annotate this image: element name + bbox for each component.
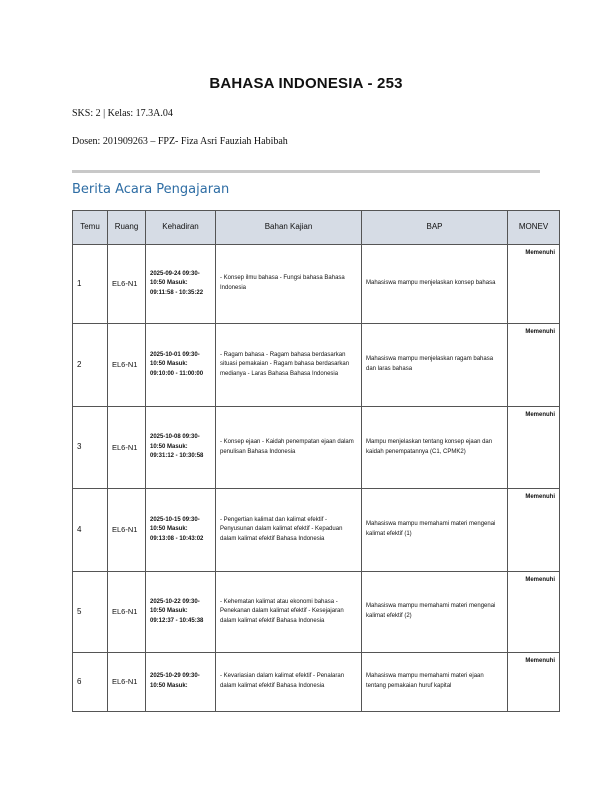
cell-kehadiran: 2025-10-01 09:30-10:50 Masuk: 09:10:00 - 11:00:00 [146,324,216,407]
table-row [73,572,560,653]
cell-ruang: EL6-N1 [108,572,146,653]
cell-bahan-kajian: - Kevariasian dalam kalimat efektif - Penalaran dalam kalimat efektif Bahasa Indonesia [216,653,362,712]
cell-bahan-kajian: - Konsep ejaan - Kaidah penempatan ejaan dalam penulisan Bahasa Indonesia [216,407,362,489]
cell-temu: 6 [73,653,108,712]
cell-ruang: EL6-N1 [108,245,146,324]
table-header-row [73,211,560,245]
cell-bahan-kajian: - Konsep ilmu bahasa - Fungsi bahasa Bahasa Indonesia [216,245,362,324]
cell-monev: Memenuhi [508,324,560,407]
header-temu: Temu [73,211,108,245]
cell-bap: Mahasiswa mampu menjelaskan konsep bahasa [362,245,508,324]
table-row [73,407,560,489]
cell-temu: 3 [73,407,108,489]
cell-bap: Mahasiswa mampu memahami materi mengenai kalimat efektif (1) [362,489,508,572]
cell-bahan-kajian: - Pengertian kalimat dan kalimat efektif - Penyusunan dalam kalimat efektif - Kepaduan dalam kalimat efektif Bahasa Indonesia [216,489,362,572]
table-row [73,653,560,712]
cell-temu: 4 [73,489,108,572]
sks-kelas-line: SKS: 2 | Kelas: 17.3A.04 [72,108,173,119]
cell-monev: Memenuhi [508,407,560,489]
cell-bap: Mampu menjelaskan tentang konsep ejaan dan kaidah penempatannya (C1, CPMK2) [362,407,508,489]
cell-ruang: EL6-N1 [108,489,146,572]
header-bap: BAP [362,211,508,245]
cell-ruang: EL6-N1 [108,407,146,489]
cell-bap: Mahasiswa mampu memahami materi ejaan tentang pemakaian huruf kapital [362,653,508,712]
cell-bahan-kajian: - Ragam bahasa - Ragam bahasa berdasarkan situasi pemakaian - Ragam bahasa berdasarkan medianya - Laras Bahasa Bahasa Indonesia [216,324,362,407]
cell-bahan-kajian: - Kehematan kalimat atau ekonomi bahasa - Penekanan dalam kalimat efektif - Kesejajaran dalam kalimat efektif Bahasa Indonesia [216,572,362,653]
header-ruang: Ruang [108,211,146,245]
dosen-line: Dosen: 201909263 – FPZ- Fiza Asri Fauziah Habibah [72,136,288,147]
cell-monev: Memenuhi [508,572,560,653]
table-row [73,324,560,407]
horizontal-divider [72,170,540,173]
bap-table [72,210,560,712]
cell-ruang: EL6-N1 [108,324,146,407]
cell-kehadiran: 2025-09-24 09:30-10:50 Masuk: 09:11:58 - 10:35:22 [146,245,216,324]
cell-monev: Memenuhi [508,653,560,712]
cell-kehadiran: 2025-10-15 09:30-10:50 Masuk: 09:13:08 - 10:43:02 [146,489,216,572]
cell-monev: Memenuhi [508,489,560,572]
table-row [73,245,560,324]
cell-temu: 1 [73,245,108,324]
cell-temu: 5 [73,572,108,653]
cell-kehadiran: 2025-10-22 09:30-10:50 Masuk: 09:12:37 - 10:45:38 [146,572,216,653]
cell-temu: 2 [73,324,108,407]
header-monev: MONEV [508,211,560,245]
cell-kehadiran: 2025-10-29 09:30-10:50 Masuk: [146,653,216,712]
header-kehadiran: Kehadiran [146,211,216,245]
cell-monev: Memenuhi [508,245,560,324]
table-row [73,489,560,572]
section-title: Berita Acara Pengajaran [72,182,230,197]
cell-bap: Mahasiswa mampu memahami materi mengenai kalimat efektif (2) [362,572,508,653]
document-title: BAHASA INDONESIA - 253 [209,75,403,92]
cell-bap: Mahasiswa mampu menjelaskan ragam bahasa dan laras bahasa [362,324,508,407]
cell-kehadiran: 2025-10-08 09:30-10:50 Masuk: 09:31:12 - 10:30:58 [146,407,216,489]
header-bahan-kajian: Bahan Kajian [216,211,362,245]
cell-ruang: EL6-N1 [108,653,146,712]
